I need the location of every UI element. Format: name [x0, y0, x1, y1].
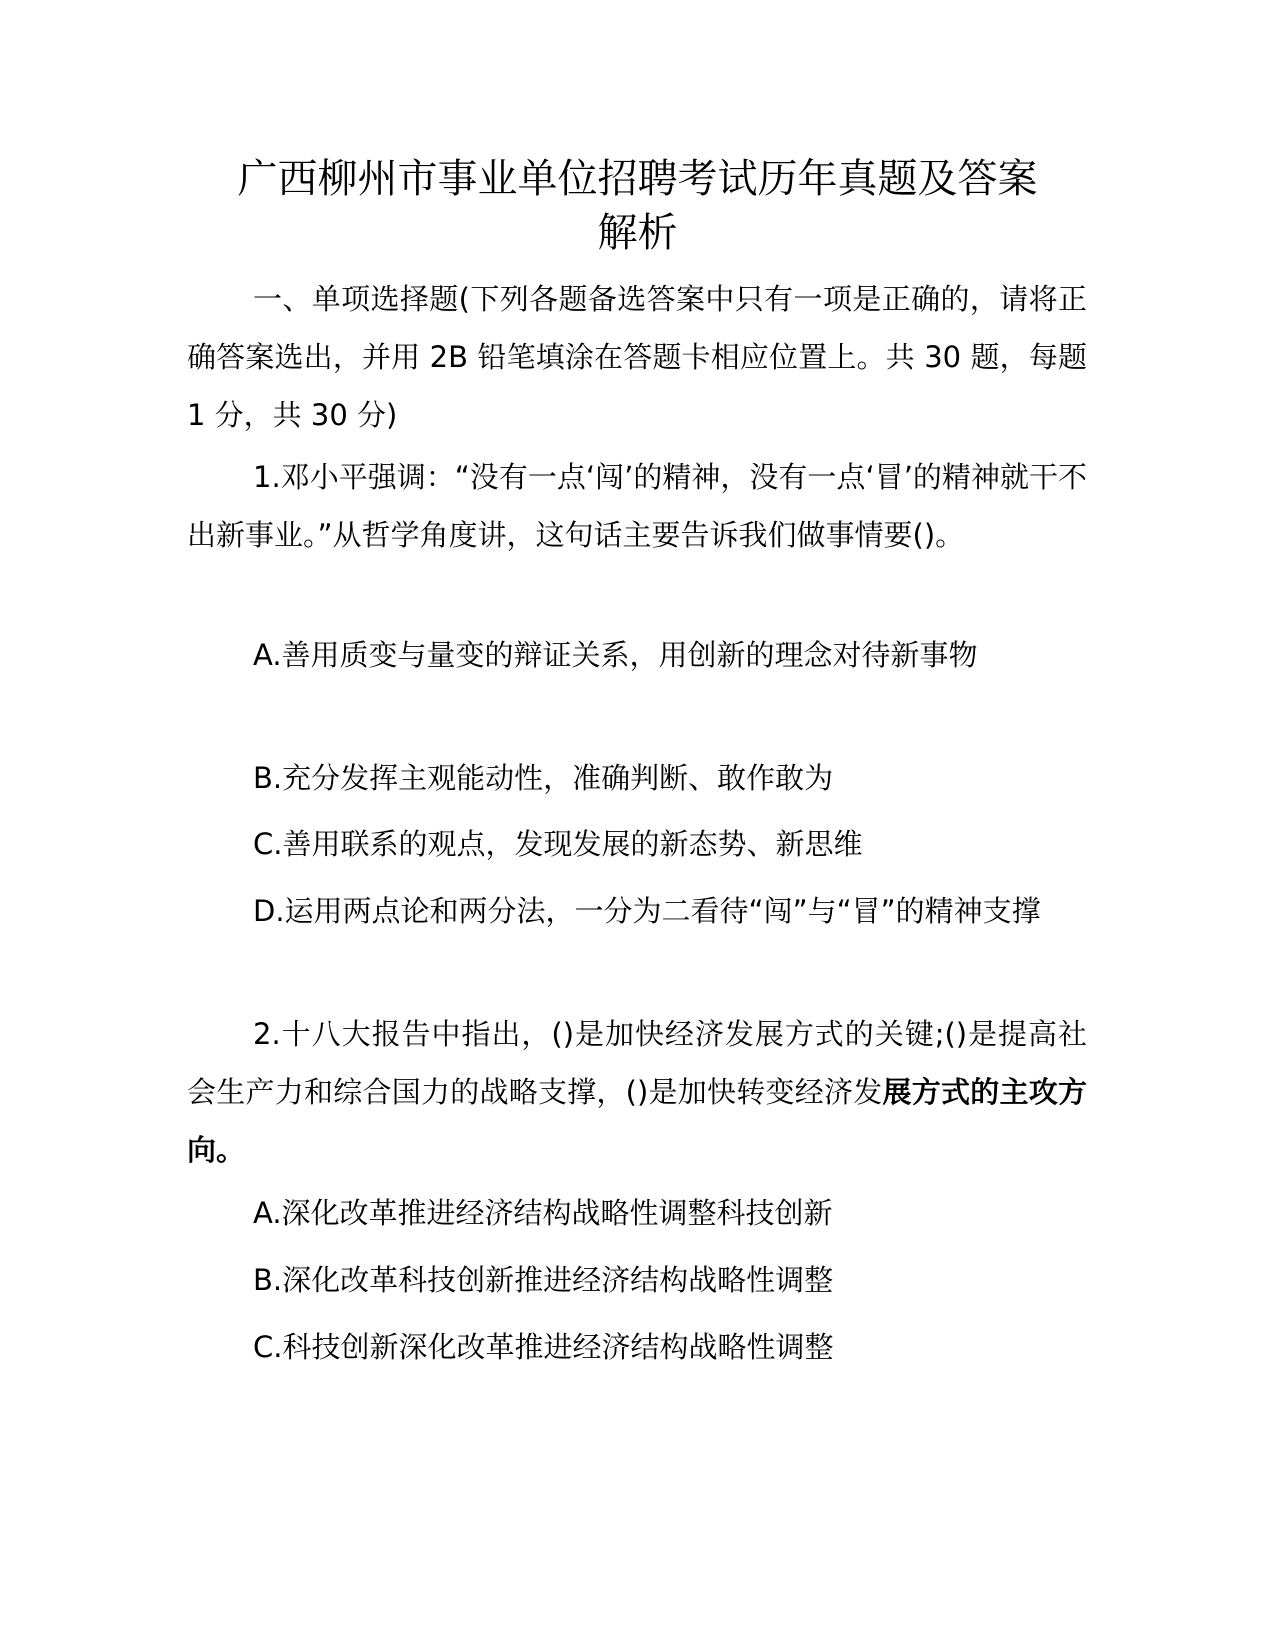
question-1-stem: 1.邓小平强调：“没有一点‘闯’的精神，没有一点‘冒’的精神就干不出新事业。”从哲学角度讲，这句话主要告诉我们做事情要()。 — [187, 460, 1087, 552]
question-1-option-c: C.善用联系的观点，发现发展的新态势、新思维 — [253, 827, 863, 861]
question-2-stem-text: 2.十八大报告中指出，()是加快经济发展方式的关键;()是提高社会生产力和综合国力的战略支撑，()是加快转变经济发 — [187, 1017, 1087, 1109]
section-heading: 一、单项选择题(下列各题备选答案中只有一项是正确的，请将正确答案选出，并用 2B 铅笔填涂在答题卡相应位置上。共 30 题，每题 1 分，共 30 分) — [187, 282, 1087, 432]
question-2-option-b: B.深化改革科技创新推进经济结构战略性调整 — [253, 1263, 834, 1297]
question-2-option-a: A.深化改革推进经济结构战略性调整科技创新 — [253, 1196, 833, 1230]
question-1-option-b: B.充分发挥主观能动性，准确判断、敢作敢为 — [253, 761, 834, 795]
document-title-line1: 广西柳州市事业单位招聘考试历年真题及答案 — [237, 156, 1038, 202]
question-2-stem — [187, 1005, 1087, 1179]
question-1-option-d: D.运用两点论和两分法，一分为二看待“闯”与“冒”的精神支撑 — [253, 894, 1041, 928]
question-2-stem-emphasis: 展方式的主攻方向。 — [187, 1075, 1087, 1167]
document-title-line2: 解析 — [597, 210, 678, 256]
question-2-option-c: C.科技创新深化改革推进经济结构战略性调整 — [253, 1330, 834, 1364]
question-1-option-a: A.善用质变与量变的辩证关系，用创新的理念对待新事物 — [253, 638, 978, 672]
